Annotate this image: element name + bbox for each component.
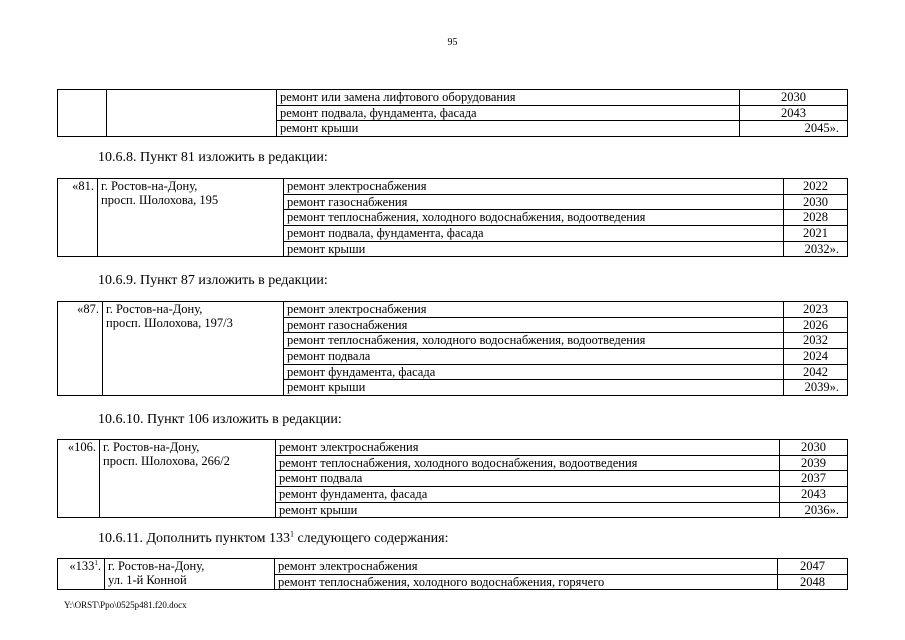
section-heading: 10.6.8. Пункт 81 изложить в редакции: xyxy=(98,150,328,165)
heading-text: 10.6.11. Дополнить пунктом 133 xyxy=(98,531,290,546)
work-cell: ремонт газоснабжения xyxy=(284,317,784,333)
address-line: просп. Шолохова, 195 xyxy=(101,193,219,207)
work-cell: ремонт теплоснабжения, холодного водоснабжения, горячего xyxy=(275,574,778,590)
table-item-133-1 xyxy=(57,558,848,590)
table-row xyxy=(58,440,848,456)
page-number: 95 xyxy=(447,37,458,48)
year-cell: 2023 xyxy=(784,302,848,318)
item-number xyxy=(58,559,105,590)
work-cell: ремонт электроснабжения xyxy=(275,559,778,575)
table-item-106 xyxy=(57,439,848,518)
table-item-87 xyxy=(57,301,848,396)
address-line: ул. 1-й Конной xyxy=(108,573,187,587)
work-cell: ремонт подвала, фундамента, фасада xyxy=(277,105,740,121)
table-row xyxy=(58,90,848,106)
table-continuation xyxy=(57,89,848,137)
work-cell: ремонт теплоснабжения, холодного водоснабжения, водоотведения xyxy=(284,333,784,349)
table-row xyxy=(58,302,848,318)
work-cell: ремонт электроснабжения xyxy=(276,440,780,456)
item-number-dot: . xyxy=(97,559,101,573)
year-cell: 2047 xyxy=(778,559,848,575)
file-path-footer: Y:\ORST\Ppo\0525p481.f20.docx xyxy=(64,600,187,610)
num-cell xyxy=(58,90,107,137)
year-cell: 2037 xyxy=(780,471,848,487)
year-cell: 2039». xyxy=(784,380,848,396)
heading-text: следующего содержания: xyxy=(293,531,449,546)
address-cell xyxy=(98,179,284,257)
year-cell: 2024 xyxy=(784,349,848,365)
section-heading xyxy=(98,531,449,547)
address-line: г. Ростов-на-Дону, xyxy=(103,440,200,454)
year-cell: 2021 xyxy=(784,226,848,242)
year-cell: 2032». xyxy=(784,241,848,257)
year-cell: 2030 xyxy=(740,90,848,106)
year-cell: 2026 xyxy=(784,317,848,333)
year-cell: 2043 xyxy=(740,105,848,121)
year-cell: 2048 xyxy=(778,574,848,590)
work-cell: ремонт электроснабжения xyxy=(284,302,784,318)
year-cell: 2030 xyxy=(780,440,848,456)
address-cell xyxy=(100,440,276,518)
year-cell: 2043 xyxy=(780,487,848,503)
work-cell: ремонт крыши xyxy=(277,121,740,137)
table-row xyxy=(58,559,848,575)
work-cell: ремонт газоснабжения xyxy=(284,194,784,210)
address-line: просп. Шолохова, 197/3 xyxy=(106,316,233,330)
item-number: «106. xyxy=(58,440,100,518)
year-cell: 2039 xyxy=(780,455,848,471)
address-line: г. Ростов-на-Дону, xyxy=(106,302,203,316)
work-cell: ремонт подвала, фундамента, фасада xyxy=(284,226,784,242)
work-cell: ремонт теплоснабжения, холодного водоснабжения, водоотведения xyxy=(284,210,784,226)
year-cell: 2042 xyxy=(784,364,848,380)
work-cell: ремонт фундамента, фасада xyxy=(276,487,780,503)
address-line: г. Ростов-на-Дону, xyxy=(108,559,205,573)
year-cell: 2036». xyxy=(780,502,848,518)
address-cell xyxy=(103,302,284,396)
table-row xyxy=(58,179,848,195)
work-cell: ремонт подвала xyxy=(276,471,780,487)
item-number: «87. xyxy=(58,302,103,396)
section-heading: 10.6.9. Пункт 87 изложить в редакции: xyxy=(98,273,328,288)
year-cell: 2045». xyxy=(740,121,848,137)
section-heading: 10.6.10. Пункт 106 изложить в редакции: xyxy=(98,412,342,427)
work-cell: ремонт электроснабжения xyxy=(284,179,784,195)
work-cell: ремонт или замена лифтового оборудования xyxy=(277,90,740,106)
address-line: г. Ростов-на-Дону, xyxy=(101,179,198,193)
item-number-superscript: 1 xyxy=(94,558,98,567)
year-cell: 2032 xyxy=(784,333,848,349)
table-item-81 xyxy=(57,178,848,257)
work-cell: ремонт крыши xyxy=(276,502,780,518)
work-cell: ремонт крыши xyxy=(284,241,784,257)
year-cell: 2030 xyxy=(784,194,848,210)
heading-superscript: 1 xyxy=(289,529,294,539)
work-cell: ремонт крыши xyxy=(284,380,784,396)
address-cell xyxy=(107,90,277,137)
address-cell xyxy=(105,559,275,590)
item-number: «81. xyxy=(58,179,98,257)
year-cell: 2022 xyxy=(784,179,848,195)
work-cell: ремонт подвала xyxy=(284,349,784,365)
address-line: просп. Шолохова, 266/2 xyxy=(103,454,230,468)
item-number-text: «133 xyxy=(69,559,95,573)
year-cell: 2028 xyxy=(784,210,848,226)
work-cell: ремонт теплоснабжения, холодного водоснабжения, водоотведения xyxy=(276,455,780,471)
work-cell: ремонт фундамента, фасада xyxy=(284,364,784,380)
